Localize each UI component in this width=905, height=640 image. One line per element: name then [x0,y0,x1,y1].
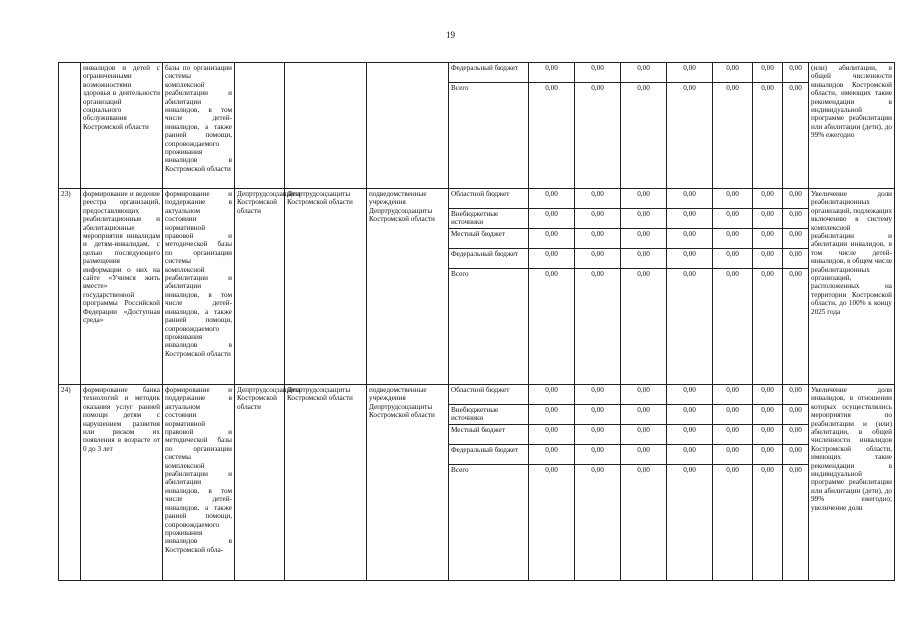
recipient [367,63,449,189]
funding-source: Всего [449,465,529,581]
amount-cell: 0,00 [783,63,809,83]
amount-cell: 0,00 [621,249,667,269]
amount-cell: 0,00 [783,249,809,269]
amount-cell: 0,00 [753,189,783,209]
amount-cell: 0,00 [575,445,621,465]
task-text: формирование и поддержание в актуальном состоянии нормативной правовой и методической базы по организации системы комплексной реабилитации и абилитации инвалидов, в том числе детей-инвалидов, а также ранней помощи, сопровождаемого проживания инвалидов в Костромской обла- [163,385,235,581]
funding-source: Местный бюджет [449,425,529,445]
coexecutor [285,63,367,189]
amount-cell: 0,00 [575,385,621,405]
amount-cell: 0,00 [621,425,667,445]
measure-name: формирование банка технологий и методик оказания услуг ранней помощи детям с нарушением развития или риском их появления в возрасте от 0 до 3 лет [81,385,163,581]
amount-cell: 0,00 [667,209,713,229]
amount-cell: 0,00 [667,425,713,445]
executor: Депртрудсоцзащиты Костромской области [235,189,285,385]
amount-cell: 0,00 [575,465,621,581]
expected-result: Увеличение доли реабилитационных организаций, подлежащих включению в систему комплексной реабилитации и абилитации инвалидов, в том числе детей-инвалидов, в общем числе реабилитационных организаций, расположенных на территории Костромской области, до 100% к концу 2025 года [809,189,895,385]
amount-cell: 0,00 [575,249,621,269]
amount-cell: 0,00 [575,63,621,83]
funding-source: Областной бюджет [449,189,529,209]
amount-cell: 0,00 [575,405,621,425]
amount-cell: 0,00 [529,445,575,465]
amount-cell: 0,00 [753,269,783,385]
amount-cell: 0,00 [621,445,667,465]
amount-cell: 0,00 [529,63,575,83]
amount-cell: 0,00 [783,229,809,249]
amount-cell: 0,00 [529,425,575,445]
recipient: подведомственные учреждения Депртрудсоцзащиты Костромской области [367,189,449,385]
amount-cell: 0,00 [783,269,809,385]
amount-cell: 0,00 [621,83,667,189]
amount-cell: 0,00 [667,465,713,581]
amount-cell: 0,00 [575,189,621,209]
amount-cell: 0,00 [713,425,753,445]
amount-cell: 0,00 [575,425,621,445]
funding-source: Федеральный бюджет [449,63,529,83]
amount-cell: 0,00 [753,385,783,405]
amount-cell: 0,00 [667,249,713,269]
amount-cell: 0,00 [753,83,783,189]
expected-result: Увеличение доли инвалидов, в отношении которых осуществлялись мероприятия по реабилитации и (или) абилитации, в общей численности инвалидов Костромской области, имеющих такие рекомендации в индивидуальной программе реабилитации или абилитации (дети), до 99% ежегодно; увеличение доли [809,385,895,581]
program-table [58,62,895,581]
funding-source: Внебюджетные источники [449,209,529,229]
amount-cell: 0,00 [783,425,809,445]
amount-cell: 0,00 [621,63,667,83]
amount-cell: 0,00 [575,269,621,385]
amount-cell: 0,00 [783,445,809,465]
task-text: базы по организации системы комплексной реабилитации и абилитации инвалидов, в том числе детей-инвалидов, а также ранней помощи, сопровождаемого проживания инвалидов в Костромской области [163,63,235,189]
amount-cell: 0,00 [783,385,809,405]
measure-name: формирование и ведение реестра организаций, предоставляющих реабилитационные и абилитационные мероприятия инвалидам и детям-инвалидам, с целью последующего размещения информации о них на сайте «Учимся жить вместе» государственной программы Российской Федерации «Доступная среда» [81,189,163,385]
amount-cell: 0,00 [753,249,783,269]
amount-cell: 0,00 [529,229,575,249]
funding-source: Областной бюджет [449,385,529,405]
funding-source: Федеральный бюджет [449,249,529,269]
amount-cell: 0,00 [667,385,713,405]
table-row [59,189,895,209]
amount-cell: 0,00 [529,405,575,425]
amount-cell: 0,00 [713,385,753,405]
amount-cell: 0,00 [713,83,753,189]
table-row [59,385,895,405]
executor: Депртрудсоцзащиты Костромской области [235,385,285,581]
amount-cell: 0,00 [713,209,753,229]
amount-cell: 0,00 [621,189,667,209]
amount-cell: 0,00 [783,83,809,189]
amount-cell: 0,00 [667,189,713,209]
amount-cell: 0,00 [529,465,575,581]
amount-cell: 0,00 [529,83,575,189]
executor [235,63,285,189]
page-number: 19 [446,30,455,40]
amount-cell: 0,00 [713,229,753,249]
amount-cell: 0,00 [713,405,753,425]
funding-source: Всего [449,269,529,385]
funding-source: Внебюджетные источники [449,405,529,425]
amount-cell: 0,00 [621,209,667,229]
amount-cell: 0,00 [713,269,753,385]
amount-cell: 0,00 [753,229,783,249]
amount-cell: 0,00 [575,83,621,189]
amount-cell: 0,00 [713,445,753,465]
amount-cell: 0,00 [529,209,575,229]
coexecutor: Депртрудсоцзащиты Костромской области [285,385,367,581]
amount-cell: 0,00 [529,249,575,269]
amount-cell: 0,00 [667,269,713,385]
amount-cell: 0,00 [753,425,783,445]
amount-cell: 0,00 [575,229,621,249]
row-number [59,63,81,189]
amount-cell: 0,00 [667,83,713,189]
amount-cell: 0,00 [621,269,667,385]
amount-cell: 0,00 [575,209,621,229]
amount-cell: 0,00 [667,405,713,425]
amount-cell: 0,00 [753,209,783,229]
amount-cell: 0,00 [713,63,753,83]
funding-source: Федеральный бюджет [449,445,529,465]
amount-cell: 0,00 [621,229,667,249]
amount-cell: 0,00 [783,465,809,581]
amount-cell: 0,00 [713,249,753,269]
amount-cell: 0,00 [753,465,783,581]
amount-cell: 0,00 [621,465,667,581]
amount-cell: 0,00 [783,209,809,229]
recipient: подведомственные учреждения Депртрудсоцзащиты Костромской области [367,385,449,581]
amount-cell: 0,00 [753,63,783,83]
funding-source: Местный бюджет [449,229,529,249]
amount-cell: 0,00 [667,63,713,83]
amount-cell: 0,00 [621,405,667,425]
amount-cell: 0,00 [783,405,809,425]
amount-cell: 0,00 [713,189,753,209]
amount-cell: 0,00 [783,189,809,209]
measure-name: инвалидов и детей с ограниченными возможностями здоровья в деятельности организаций социального обслуживания Костромской области [81,63,163,189]
funding-source: Всего [449,83,529,189]
task-text: формирование и поддержание в актуальном состоянии нормативной правовой и методической базы по организации системы комплексной реабилитации и абилитации инвалидов, в том числе детей-инвалидов, а также ранней помощи, сопровождаемого проживания инвалидов в Костромской области [163,189,235,385]
amount-cell: 0,00 [713,465,753,581]
coexecutor: Депртрудсоцзащиты Костромской области [285,189,367,385]
amount-cell: 0,00 [621,385,667,405]
amount-cell: 0,00 [753,445,783,465]
expected-result: (или) абилитации, в общей численности инвалидов Костромской области, имеющих такие рекомендации в индивидуальной программе реабилитации или абилитации (дети), до 99% ежегодно [809,63,895,189]
amount-cell: 0,00 [667,229,713,249]
row-number: 24) [59,385,81,581]
row-number: 23) [59,189,81,385]
amount-cell: 0,00 [753,405,783,425]
amount-cell: 0,00 [529,269,575,385]
table-row [59,63,895,83]
amount-cell: 0,00 [529,385,575,405]
amount-cell: 0,00 [667,445,713,465]
amount-cell: 0,00 [529,189,575,209]
